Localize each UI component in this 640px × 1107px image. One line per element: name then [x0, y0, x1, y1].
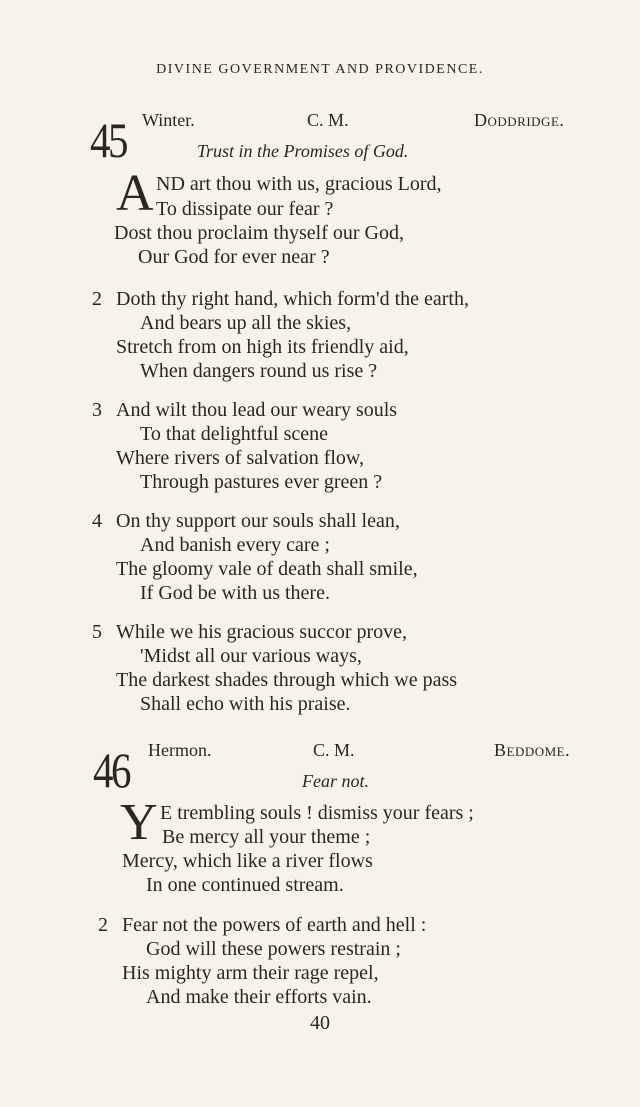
hymn-number: 45 — [90, 112, 127, 168]
verse-line: His mighty arm their rage repel, — [122, 962, 379, 984]
drop-cap: Y — [120, 794, 158, 851]
author: Beddome. — [494, 740, 571, 760]
verse-line: The gloomy vale of death shall smile, — [116, 558, 418, 580]
author: Doddridge. — [474, 110, 565, 130]
verse-line: And make their efforts vain. — [146, 986, 372, 1008]
verse-line: Our God for ever near ? — [138, 246, 330, 268]
running-head: DIVINE GOVERNMENT AND PROVIDENCE. — [156, 62, 484, 77]
verse-number: 2 — [98, 914, 108, 936]
verse-line: And wilt thou lead our weary souls — [116, 399, 398, 421]
verse-line: If God be with us there. — [140, 582, 330, 604]
verse-line: Through pastures ever green ? — [140, 471, 383, 493]
verse-line: E trembling souls ! dismiss your fears ; — [160, 802, 474, 824]
verse-line: Doth thy right hand, which form'd the earth, — [116, 288, 469, 310]
verse-line: And banish every care ; — [140, 534, 330, 556]
verse-line: ND art thou with us, gracious Lord, — [156, 173, 442, 195]
meter: C. M. — [307, 110, 349, 130]
verse-number: 5 — [92, 621, 102, 643]
verse-number: 4 — [92, 510, 102, 532]
verse-line: And bears up all the skies, — [140, 312, 352, 334]
verse-line: To that delightful scene — [140, 423, 328, 445]
verse-line: God will these powers restrain ; — [146, 938, 401, 960]
verse-line: Where rivers of salvation flow, — [116, 447, 365, 469]
verse-line: To dissipate our fear ? — [156, 198, 334, 220]
meter: C. M. — [313, 740, 355, 760]
verse-line: In one continued stream. — [146, 874, 344, 896]
verse-line: Mercy, which like a river flows — [122, 850, 373, 872]
verse-line: When dangers round us rise ? — [140, 360, 378, 382]
page-number: 40 — [310, 1012, 330, 1034]
verse-number: 2 — [92, 288, 102, 310]
verse-number: 3 — [92, 399, 102, 421]
verse-line: Shall echo with his praise. — [140, 693, 351, 715]
verse-line: 'Midst all our various ways, — [140, 645, 362, 667]
tune-name: Winter. — [142, 110, 195, 130]
verse-line: Stretch from on high its friendly aid, — [116, 336, 409, 358]
verse-line: The darkest shades through which we pass — [116, 669, 458, 691]
hymn-number: 46 — [93, 742, 130, 798]
verse-line: While we his gracious succor prove, — [116, 621, 408, 643]
verse-line: Fear not the powers of earth and hell : — [122, 914, 427, 936]
hymn-subtitle: Fear not. — [302, 771, 369, 791]
verse-line: Dost thou proclaim thyself our God, — [114, 222, 404, 244]
verse-line: Be mercy all your theme ; — [162, 826, 371, 848]
drop-cap: A — [116, 165, 154, 222]
tune-name: Hermon. — [148, 740, 212, 760]
hymn-subtitle: Trust in the Promises of God. — [197, 141, 409, 161]
verse-line: On thy support our souls shall lean, — [116, 510, 400, 532]
